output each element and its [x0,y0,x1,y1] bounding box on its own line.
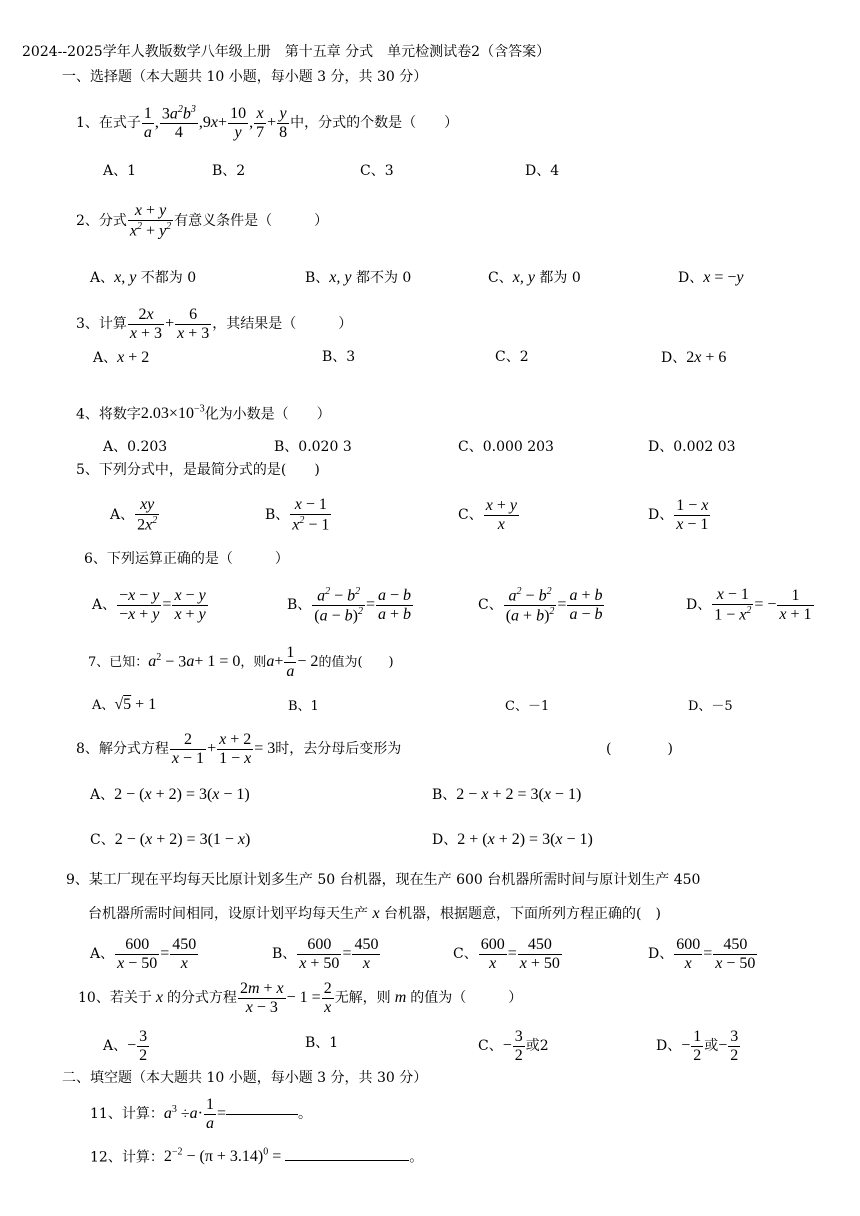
option-3a: A、x + 2 [93,349,150,366]
option-10c: C、 − $\frac{3}{2}$ 或2 [478,1027,549,1064]
option-5d: D、 $\frac{1 - x}{x - 1}$ [648,496,709,533]
option-1c: C、3 [360,163,394,179]
option-9c: C、 $\frac{600}{x}$ = $\frac{450}{x + 50}$ [453,935,560,972]
option-3d: D、2x + 6 [661,349,727,366]
question-2-tail: 有意义条件是（ ） [174,213,329,229]
fraction-3a2b3-4: $\frac{3a^2b^3}{4}$ [161,104,196,142]
question-4-tail: 化为小数是（ ） [204,406,331,423]
option-7c: C、－1 [505,699,550,714]
section-heading-fill: 二、填空题（本大题共 10 小题，每小题 3 分，共 30 分） [62,1070,428,1086]
option-9a: A、 $\frac{600}{x - 50}$ = $\frac{450}{x}$ [90,935,197,972]
fraction-6-over-x-plus-3: $\frac{6}{x + 3}$ [177,305,210,342]
option-4c: C、0.000 203 [458,439,554,455]
option-3c: C、2 [495,349,529,365]
option-6b: B、 $\frac{a^2 - b^2}{(a - b)^2}$ = $\frac{a - b}{a + b}$ [287,585,412,624]
question-10: 10、若关于 x 的分式方程 $\frac{2m + x}{x - 3}$ − 1 = $\frac{2}{x}$ 无解，则 m 的值为（ ） [78,979,523,1016]
option-4d: D、0.002 03 [648,439,736,455]
fraction-1-a: $\frac{1}{a}$ [143,104,152,141]
option-8b: B、2 − x + 2 = 3(x − 1) [432,786,582,803]
question-8: 8、解分式方程 $\frac{2}{x - 1}$ + $\frac{x + 2}{1 - x}$ = 3 时，去分母后变形为 [76,730,402,767]
question-9-line2: 台机器所需时间相同，设原计划平均每天生产 x 台机器，根据题意，下面所列方程正确的( ) [88,905,661,922]
option-4a: A、0.203 [103,439,168,455]
question-3-stem: 3、计算 [76,316,127,332]
question-6: 6、下列运算正确的是（ ） [84,551,289,567]
option-6c: C、 $\frac{a^2 - b^2}{(a + b)^2}$ = $\frac{a + b}{a - b}$ [478,585,603,624]
option-10d: D、 − $\frac{1}{2}$ 或 − $\frac{3}{2}$ [656,1027,739,1064]
option-8a: A、2 − (x + 2) = 3(x − 1) [90,786,250,803]
option-9b: B、 $\frac{600}{x + 50}$ = $\frac{450}{x}$ [272,935,379,972]
answer-blank-11[interactable] [226,1114,298,1115]
question-1-tail: 中，分式的个数是（ ） [290,115,459,131]
question-1: 1、在式子 $\frac{1}{a}$ , $\frac{3a^2b^3}{4}$ , 9 x + $\frac{10}{y}$ , $\frac{x}{7}$ + $\frac{y}{8}$ 中，分式的个数是（ ） [76,104,459,142]
option-3b: B、3 [322,349,356,365]
question-2-stem: 2、分式 [76,213,127,229]
question-5: 5、下列分式中，是最简分式的是( ) [76,462,320,478]
question-4-stem: 4、将数字 [76,406,141,423]
fraction-2x-over-x-plus-3: $\frac{2x}{x + 3}$ [129,305,163,342]
document-title: 2024--2025学年人教版数学八年级上册 第十五章 分式 单元检测试卷2（含答案） [22,44,551,60]
option-5b: B、 $\frac{x - 1}{x^2 - 1}$ [265,496,330,534]
question-2 [76,198,328,244]
question-12: 12、计算：$2^{-2} - (\pi + 3.14)^0$ = 。 [90,1147,424,1166]
section-heading-choice: 一、选择题（本大题共 10 小题，每小题 3 分，共 30 分） [62,69,428,85]
option-1b: B、2 [212,163,246,179]
answer-blank-12[interactable] [285,1160,409,1161]
question-9-line1: 9、某工厂现在平均每天比原计划多生产 50 台机器，现在生产 600 台机器所需时间与原计划生产 450 [66,872,701,888]
option-8d: D、2 + (x + 2) = 3(x − 1) [432,831,593,848]
option-1d: D、4 [525,163,560,179]
option-7b: B、1 [288,699,319,714]
option-5c: C、 $\frac{x + y}{x}$ [458,496,517,533]
option-2b: B、x, y 都不为 0 [305,269,412,286]
question-3-tail: ，其结果是（ ） [212,316,353,332]
option-7d: D、－5 [688,699,733,714]
question-7: 7、已知： a $^2$ − 3 a + 1 = 0 ，则 a + $\frac{1}{a}$ − 2 的值为( ) [88,643,394,680]
question-3: 3、计算 $\frac{2x}{x + 3}$ + $\frac{6}{x + 3}$ ，其结果是（ ） [76,305,353,342]
option-8c: C、2 − (x + 2) = 3(1 − x) [90,831,251,848]
option-1a: A、1 [103,163,137,179]
fraction-x-7: $\frac{x}{7}$ [256,104,265,141]
option-2d: D、x = −y [678,269,744,286]
option-7a: A、√5 + 1 [92,696,157,713]
fraction-10-y: $\frac{10}{y}$ [230,104,247,141]
option-10a: A、 − $\frac{3}{2}$ [103,1027,148,1064]
fraction-y-8: $\frac{y}{8}$ [279,104,288,141]
option-9d: D、 $\frac{600}{x}$ = $\frac{450}{x - 50}$ [648,935,756,972]
option-6d: D、 $\frac{x - 1}{1 - x^2}$ = − $\frac{1}{x + 1}$ [686,586,812,624]
question-11: 11、计算： a $^3$ ÷ a · $\frac{1}{a}$ = 。 [90,1095,312,1132]
option-4b: B、0.020 3 [274,439,352,455]
option-2c: C、x, y 都为 0 [488,269,581,286]
fraction-x-plus-y-over-sum-squares: $\frac{x + y}{x^2 + y^2}$ [129,202,172,240]
option-10b: B、1 [305,1035,339,1051]
option-6a: A、 $\frac{-x - y}{-x + y}$ = $\frac{x - y}{x + y}$ [92,586,206,623]
question-8-answer-paren: ( ) [606,741,673,757]
option-5a: A、 $\frac{xy}{2x^2}$ [110,496,158,534]
question-1-stem: 1、在式子 [76,115,141,131]
option-2a: A、x, y 不都为 0 [90,269,197,286]
question-4: 4、将数字$2.03\times 10^{-3}$化为小数是（ ） [76,404,331,423]
